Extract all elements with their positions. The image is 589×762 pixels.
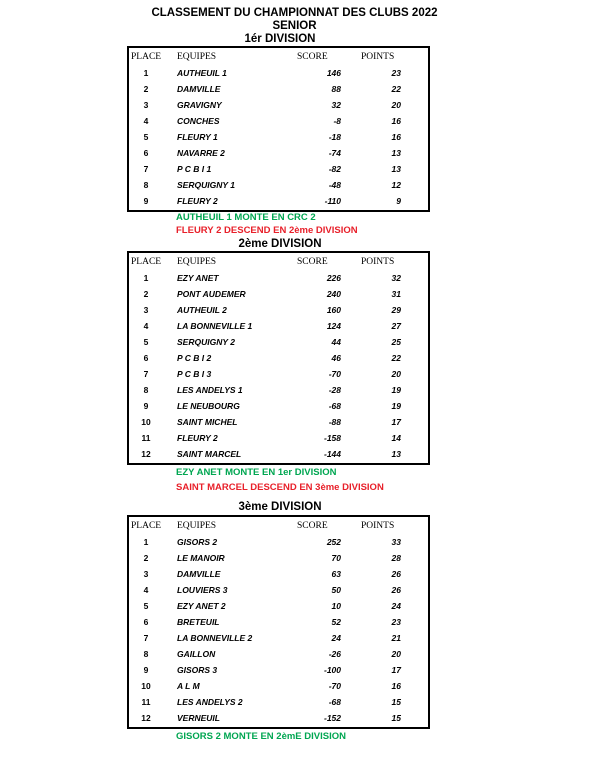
team-cell: SERQUIGNY 2 xyxy=(177,337,235,347)
table-row xyxy=(129,65,428,81)
division-1-title: 1ér DIVISION xyxy=(244,33,316,45)
score-cell: -68 xyxy=(328,401,341,411)
team-cell: SERQUIGNY 1 xyxy=(177,180,235,190)
score-cell: 240 xyxy=(326,289,341,299)
table-row xyxy=(129,598,428,614)
table-row xyxy=(129,302,428,318)
place-cell: 8 xyxy=(143,180,149,190)
points-cell: 22 xyxy=(391,84,401,94)
score-cell: 88 xyxy=(331,84,341,94)
table-row xyxy=(129,550,428,566)
score-cell: -48 xyxy=(328,180,341,190)
score-cell: 32 xyxy=(331,100,341,110)
team-cell: P C B I 1 xyxy=(177,164,212,174)
table-row xyxy=(129,270,428,286)
score-cell: -68 xyxy=(328,697,341,707)
table-row xyxy=(129,97,428,113)
points-cell: 25 xyxy=(391,337,401,347)
score-cell: 50 xyxy=(331,585,341,595)
place-cell: 3 xyxy=(143,100,149,110)
team-cell: GISORS 3 xyxy=(177,665,218,675)
header-team: EQUIPES xyxy=(177,52,217,62)
team-cell: AUTHEUIL 1 xyxy=(177,68,227,78)
table-header xyxy=(129,254,428,270)
table-row xyxy=(129,382,428,398)
score-cell: 70 xyxy=(331,553,341,563)
header-points: POINTS xyxy=(361,52,395,62)
division-2-table xyxy=(127,251,430,465)
points-cell: 20 xyxy=(391,369,401,379)
place-cell: 4 xyxy=(143,585,149,595)
table-row xyxy=(129,193,428,209)
table-row xyxy=(129,334,428,350)
table-row xyxy=(129,646,428,662)
place-cell: 7 xyxy=(143,164,149,174)
header-team: EQUIPES xyxy=(177,257,217,267)
table-row xyxy=(129,430,428,446)
division-3-table xyxy=(127,515,430,729)
points-cell: 29 xyxy=(391,305,401,315)
points-cell: 21 xyxy=(391,633,401,643)
team-cell: EZY ANET 2 xyxy=(177,601,226,611)
team-cell: LE MANOIR xyxy=(177,553,225,563)
score-cell: 44 xyxy=(331,337,341,347)
team-cell: AUTHEUIL 2 xyxy=(177,305,227,315)
table-row xyxy=(129,662,428,678)
table-row xyxy=(129,177,428,193)
table-row xyxy=(129,710,428,726)
header-team: EQUIPES xyxy=(177,521,217,531)
table-row xyxy=(129,286,428,302)
place-cell: 10 xyxy=(141,681,151,691)
header-place: PLACE xyxy=(131,521,162,531)
score-cell: -26 xyxy=(328,649,341,659)
place-cell: 2 xyxy=(143,84,149,94)
place-cell: 7 xyxy=(143,369,149,379)
score-cell: 52 xyxy=(331,617,341,627)
table-header xyxy=(129,49,428,65)
place-cell: 3 xyxy=(143,569,149,579)
table-row xyxy=(129,414,428,430)
place-cell: 2 xyxy=(143,289,149,299)
table-row xyxy=(129,614,428,630)
points-cell: 26 xyxy=(391,569,401,579)
points-cell: 9 xyxy=(396,196,401,206)
score-cell: -70 xyxy=(328,681,341,691)
division-2-note-2: SAINT MARCEL DESCEND EN 3ème DIVISION xyxy=(176,482,384,493)
points-cell: 16 xyxy=(391,132,401,142)
score-cell: -8 xyxy=(333,116,341,126)
place-cell: 9 xyxy=(143,401,149,411)
header-place: PLACE xyxy=(131,52,162,62)
score-cell: -152 xyxy=(323,713,341,723)
points-cell: 19 xyxy=(391,385,401,395)
division-1-note-2: FLEURY 2 DESCEND EN 2ème DIVISION xyxy=(176,225,358,236)
place-cell: 10 xyxy=(141,417,151,427)
page-title: CLASSEMENT DU CHAMPIONNAT DES CLUBS 2022 xyxy=(151,7,438,19)
score-cell: -18 xyxy=(328,132,341,142)
table-row xyxy=(129,630,428,646)
place-cell: 4 xyxy=(143,321,149,331)
table-row xyxy=(129,129,428,145)
team-cell: FLEURY 2 xyxy=(177,433,218,443)
table-row xyxy=(129,678,428,694)
points-cell: 20 xyxy=(391,100,401,110)
place-cell: 1 xyxy=(143,537,149,547)
score-cell: -158 xyxy=(323,433,341,443)
place-cell: 5 xyxy=(143,132,149,142)
place-cell: 12 xyxy=(141,449,151,459)
table-row xyxy=(129,113,428,129)
score-cell: 10 xyxy=(331,601,341,611)
score-cell: -70 xyxy=(328,369,341,379)
score-cell: -88 xyxy=(328,417,341,427)
points-cell: 19 xyxy=(391,401,401,411)
points-cell: 16 xyxy=(391,681,401,691)
division-3-note-1: GISORS 2 MONTE EN 2èmE DIVISION xyxy=(176,731,346,742)
division-1-note-1: AUTHEUIL 1 MONTE EN CRC 2 xyxy=(176,212,316,223)
division-1-table xyxy=(127,46,430,212)
team-cell: GAILLON xyxy=(177,649,216,659)
points-cell: 16 xyxy=(391,116,401,126)
place-cell: 9 xyxy=(143,665,149,675)
team-cell: SAINT MICHEL xyxy=(177,417,238,427)
header-points: POINTS xyxy=(361,257,395,267)
points-cell: 17 xyxy=(391,665,401,675)
place-cell: 2 xyxy=(143,553,149,563)
team-cell: P C B I 3 xyxy=(177,369,212,379)
table-row xyxy=(129,446,428,462)
place-cell: 9 xyxy=(143,196,149,206)
score-cell: 46 xyxy=(331,353,341,363)
header-score: SCORE xyxy=(297,521,328,531)
team-cell: LES ANDELYS 2 xyxy=(177,697,243,707)
points-cell: 15 xyxy=(391,697,401,707)
team-cell: EZY ANET xyxy=(177,273,219,283)
place-cell: 7 xyxy=(143,633,149,643)
score-cell: -144 xyxy=(323,449,341,459)
team-cell: FLEURY 2 xyxy=(177,196,218,206)
score-cell: 124 xyxy=(326,321,341,331)
points-cell: 27 xyxy=(391,321,401,331)
score-cell: -28 xyxy=(328,385,341,395)
team-cell: A L M xyxy=(177,681,200,691)
team-cell: CONCHES xyxy=(177,116,220,126)
points-cell: 13 xyxy=(391,164,401,174)
team-cell: FLEURY 1 xyxy=(177,132,218,142)
header-score: SCORE xyxy=(297,257,328,267)
score-cell: -74 xyxy=(328,148,341,158)
team-cell: LE NEUBOURG xyxy=(177,401,240,411)
points-cell: 28 xyxy=(391,553,401,563)
place-cell: 12 xyxy=(141,713,151,723)
team-cell: LA BONNEVILLE 2 xyxy=(177,633,253,643)
header-score: SCORE xyxy=(297,52,328,62)
table-row xyxy=(129,161,428,177)
team-cell: LA BONNEVILLE 1 xyxy=(177,321,253,331)
team-cell: GRAVIGNY xyxy=(177,100,222,110)
score-cell: -110 xyxy=(324,196,341,206)
place-cell: 11 xyxy=(141,433,151,443)
place-cell: 8 xyxy=(143,385,149,395)
division-3-title: 3ème DIVISION xyxy=(238,501,322,513)
table-row xyxy=(129,566,428,582)
place-cell: 11 xyxy=(141,697,151,707)
place-cell: 3 xyxy=(143,305,149,315)
place-cell: 6 xyxy=(143,148,149,158)
table-row xyxy=(129,81,428,97)
place-cell: 4 xyxy=(143,116,149,126)
table-row xyxy=(129,145,428,161)
table-row xyxy=(129,318,428,334)
points-cell: 14 xyxy=(391,433,401,443)
place-cell: 6 xyxy=(143,353,149,363)
team-cell: LOUVIERS 3 xyxy=(177,585,228,595)
table-row xyxy=(129,582,428,598)
division-2-note-1: EZY ANET MONTE EN 1er DIVISION xyxy=(176,467,337,478)
points-cell: 13 xyxy=(391,148,401,158)
header-place: PLACE xyxy=(131,257,162,267)
points-cell: 24 xyxy=(391,601,401,611)
division-2-title: 2ème DIVISION xyxy=(238,238,322,250)
place-cell: 1 xyxy=(143,273,149,283)
place-cell: 5 xyxy=(143,601,149,611)
score-cell: 146 xyxy=(326,68,341,78)
points-cell: 12 xyxy=(391,180,401,190)
place-cell: 5 xyxy=(143,337,149,347)
team-cell: BRETEUIL xyxy=(177,617,220,627)
page-subtitle: SENIOR xyxy=(272,20,317,32)
header-points: POINTS xyxy=(361,521,395,531)
score-cell: 226 xyxy=(326,273,341,283)
table-row xyxy=(129,398,428,414)
team-cell: NAVARRE 2 xyxy=(177,148,225,158)
points-cell: 26 xyxy=(391,585,401,595)
points-cell: 31 xyxy=(391,289,401,299)
score-cell: 252 xyxy=(326,537,341,547)
score-cell: 63 xyxy=(331,569,341,579)
team-cell: P C B I 2 xyxy=(177,353,212,363)
place-cell: 6 xyxy=(143,617,149,627)
points-cell: 23 xyxy=(391,68,401,78)
score-cell: 24 xyxy=(331,633,341,643)
points-cell: 22 xyxy=(391,353,401,363)
points-cell: 23 xyxy=(391,617,401,627)
points-cell: 32 xyxy=(391,273,401,283)
table-row xyxy=(129,694,428,710)
score-cell: -100 xyxy=(323,665,341,675)
points-cell: 20 xyxy=(391,649,401,659)
points-cell: 13 xyxy=(391,449,401,459)
score-cell: -82 xyxy=(328,164,341,174)
team-cell: SAINT MARCEL xyxy=(177,449,242,459)
place-cell: 8 xyxy=(143,649,149,659)
team-cell: DAMVILLE xyxy=(177,84,221,94)
points-cell: 15 xyxy=(391,713,401,723)
points-cell: 33 xyxy=(391,537,401,547)
team-cell: LES ANDELYS 1 xyxy=(177,385,243,395)
place-cell: 1 xyxy=(143,68,149,78)
table-header xyxy=(129,518,428,534)
points-cell: 17 xyxy=(391,417,401,427)
team-cell: GISORS 2 xyxy=(177,537,218,547)
table-row xyxy=(129,366,428,382)
team-cell: DAMVILLE xyxy=(177,569,221,579)
team-cell: VERNEUIL xyxy=(177,713,220,723)
score-cell: 160 xyxy=(326,305,341,315)
team-cell: PONT AUDEMER xyxy=(177,289,246,299)
table-row xyxy=(129,350,428,366)
table-row xyxy=(129,534,428,550)
